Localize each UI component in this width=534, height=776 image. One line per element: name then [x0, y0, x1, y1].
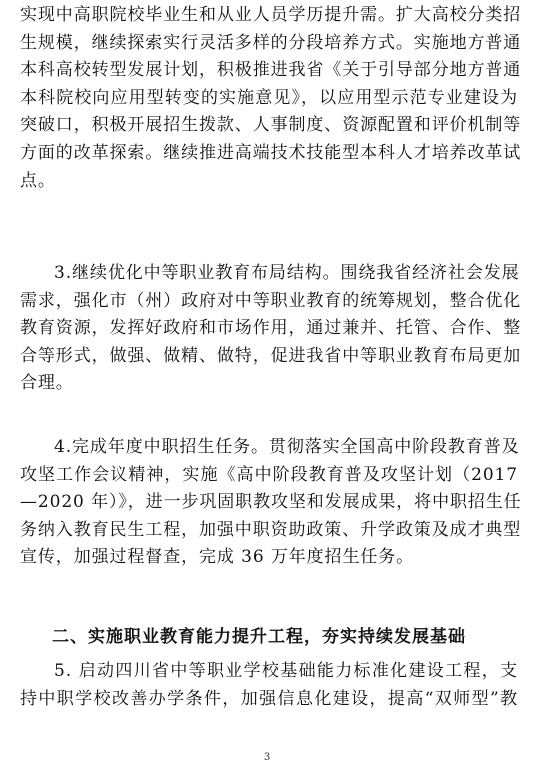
- text-line: 5. 启动四川省中等职业学校基础能力标准化建设工程，支: [54, 661, 518, 681]
- text-line: 合理。: [20, 373, 74, 394]
- text-line: 生规模，继续探索实行灵活多样的分段培养方式。实施地方普通: [20, 32, 522, 53]
- text-line: 3.继续优化中等职业教育布局结构。围绕我省经济社会发展: [54, 263, 520, 283]
- text-line: 实现中高职院校毕业生和从业人员学历提升需。扩大高校分类招: [20, 5, 522, 25]
- section-heading: 二、实施职业教育能力提升工程，夯实持续发展基础: [52, 627, 466, 647]
- paragraph-4: [20, 434, 522, 572]
- text-line: 持中职学校改善办学条件，加强信息化建设，提高“双师型”教: [20, 688, 518, 709]
- text-line: 4.完成年度中职招生任务。贯彻落实全国高中阶段教育普及: [54, 437, 520, 457]
- text-line: 突破口，积极开展招生拨款、人事制度、资源配置和评价机制等: [20, 115, 522, 136]
- paragraph-continuation: [20, 2, 522, 195]
- text-line: 点。: [20, 170, 56, 191]
- text-line: 务纳入教育民生工程，加强中职资助政策、升学政策及成才典型: [20, 519, 522, 540]
- text-line: 攻坚工作会议精神，实施《高中阶段教育普及攻坚计划（2017: [20, 464, 518, 485]
- text-line: 合等形式，做强、做精、做特，促进我省中等职业教育布局更加: [20, 345, 522, 366]
- text-line: 方面的改革探索。继续推进高端技术技能型本科人才培养改革试: [20, 142, 522, 163]
- text-line: 本科高校转型发展计划，积极推进我省《关于引导部分地方普通: [20, 60, 522, 81]
- text-line: 需求，强化市（州）政府对中等职业教育的统筹规划，整合优化: [20, 290, 522, 311]
- paragraph-5: [20, 658, 518, 713]
- text-line: —2020 年）》，进一步巩固职教攻坚和发展成果，将中职招生任: [20, 492, 522, 513]
- text-line: 本科院校向应用型转变的实施意见》，以应用型示范专业建设为: [20, 87, 518, 108]
- text-line: 教育资源，发挥好政府和市场作用，通过兼并、托管、合作、整: [20, 318, 522, 339]
- text-line: 宣传，加强过程督查，完成 36 万年度招生任务。: [20, 547, 415, 568]
- page-number: 3: [263, 752, 271, 763]
- paragraph-3: [20, 260, 522, 398]
